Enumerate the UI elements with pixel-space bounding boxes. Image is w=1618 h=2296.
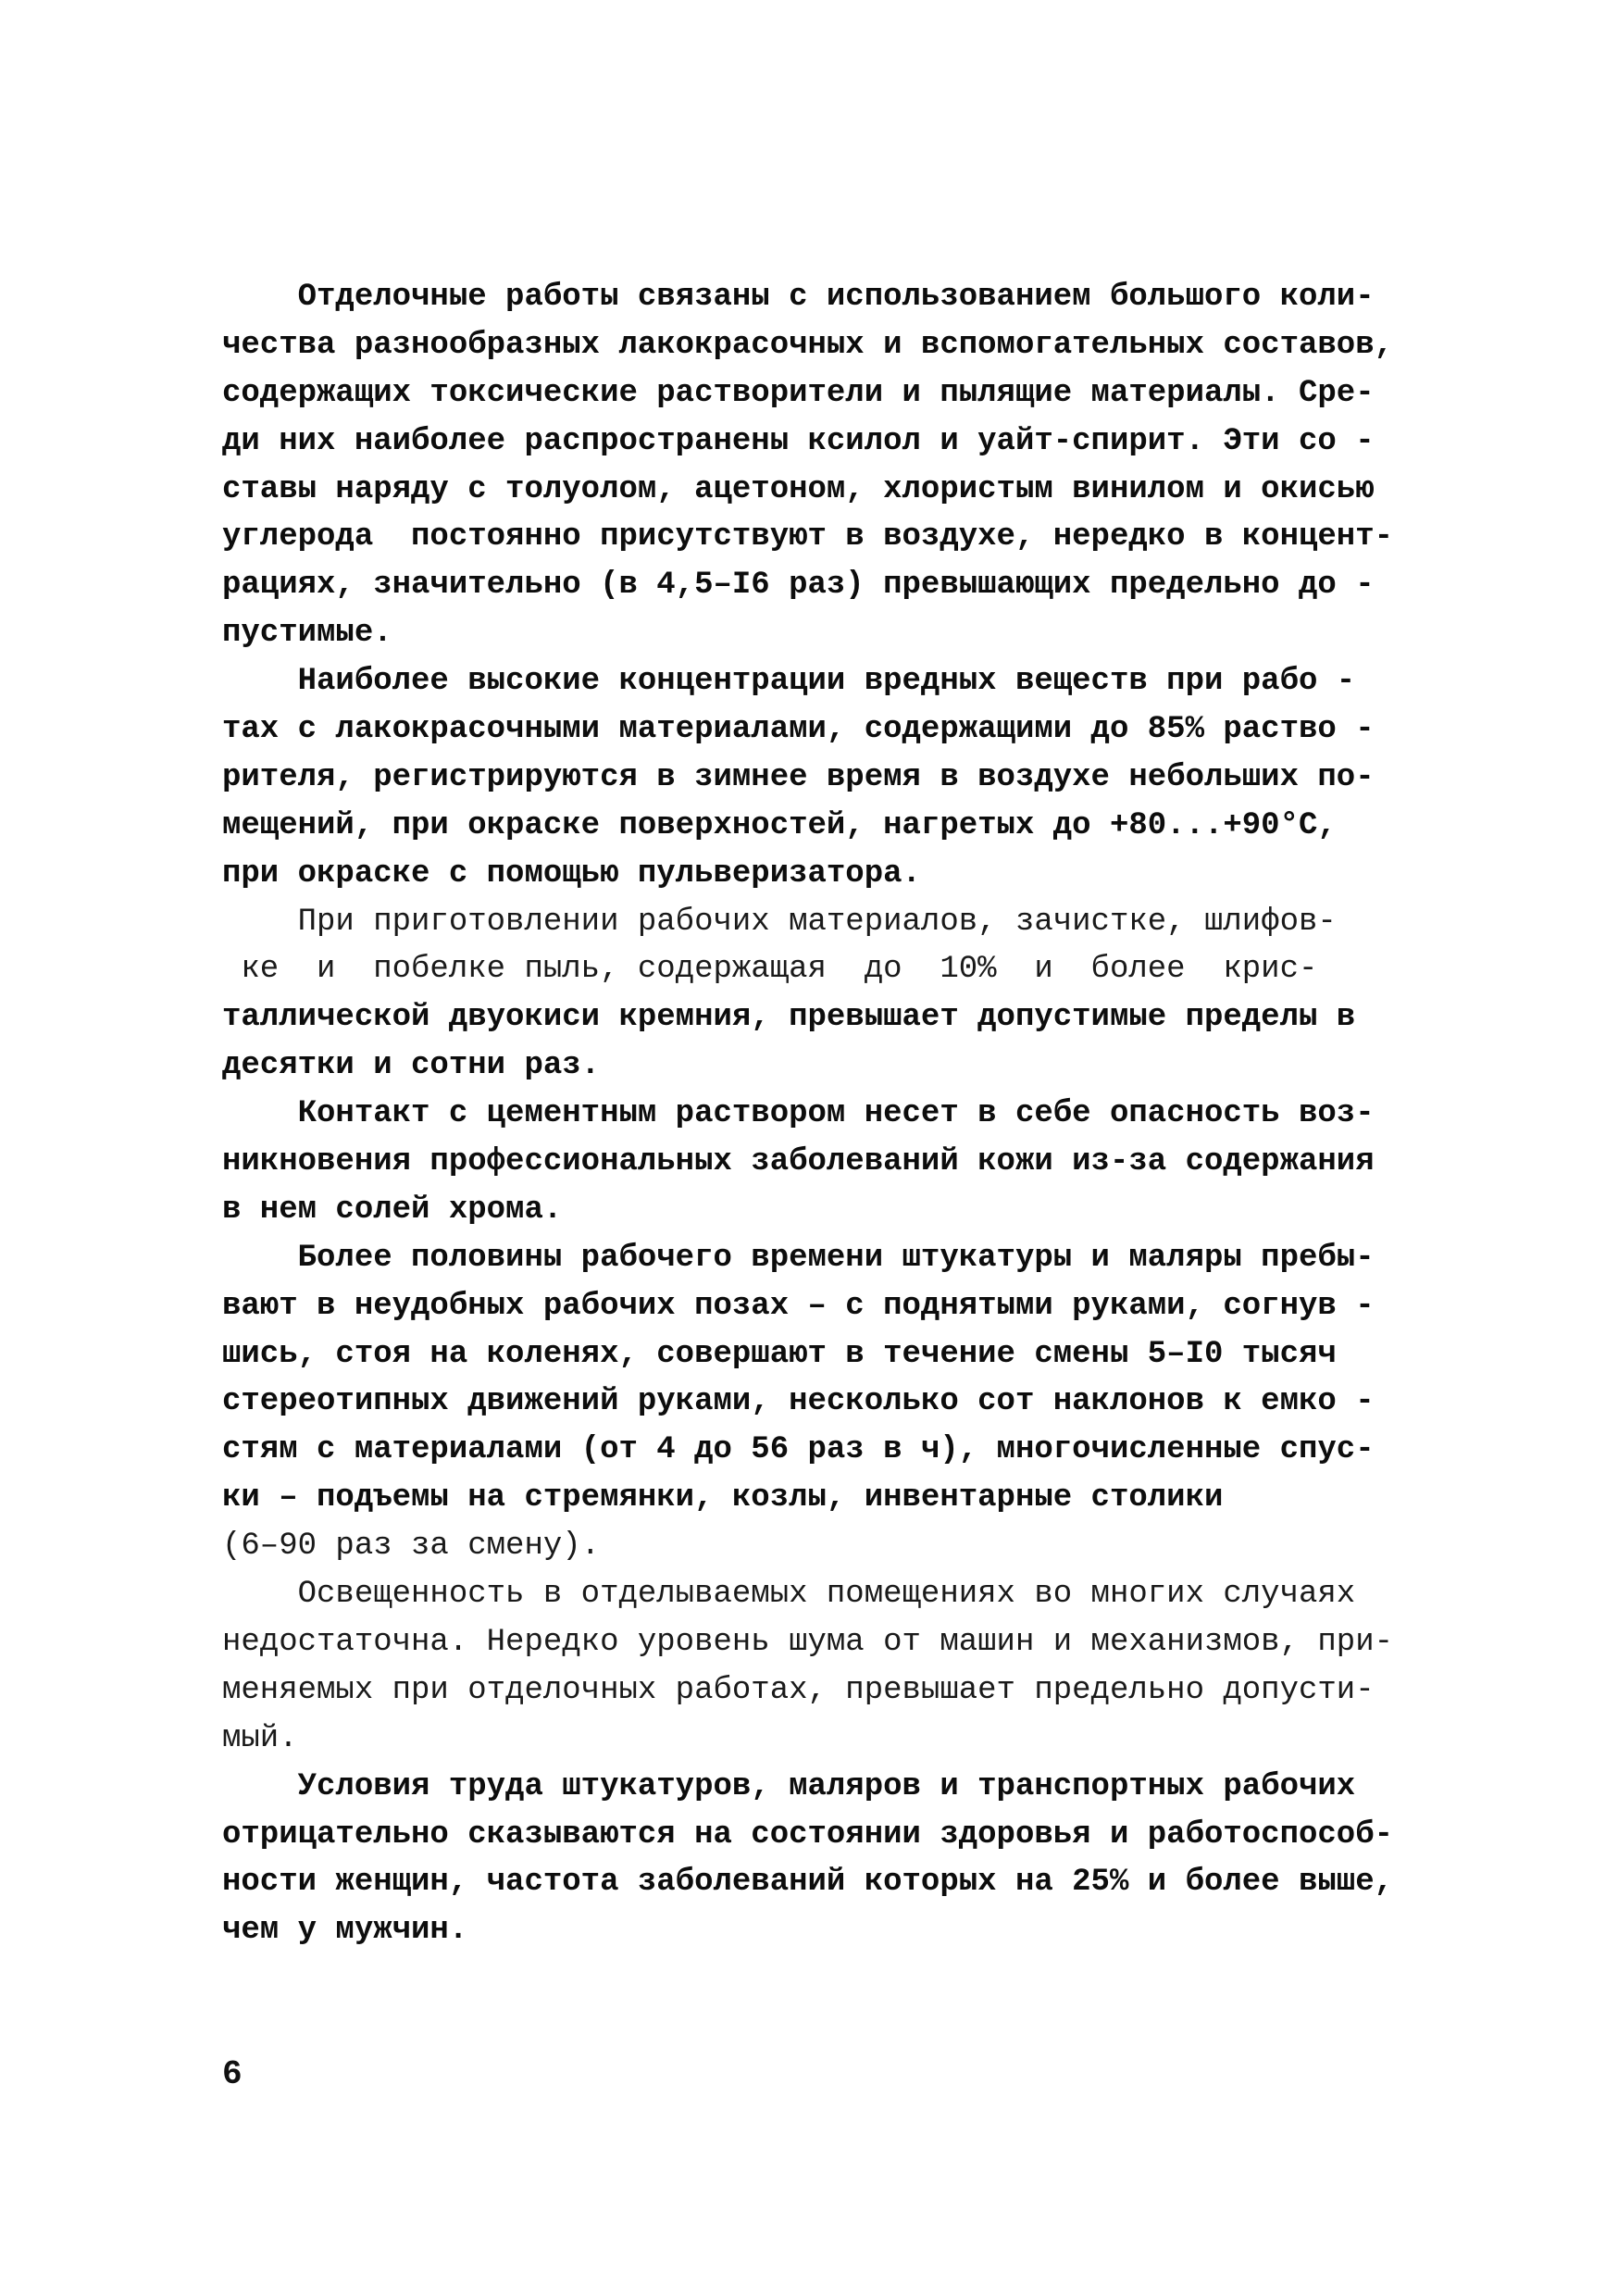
text-line: углерода постоянно присутствуют в воздухе, нередко в концент-: [222, 519, 1394, 555]
text-line: меняемых при отделочных работах, превышает предельно допусти-: [222, 1672, 1375, 1708]
text-line: тах с лакокрасочными материалами, содержащими до 85% раство -: [222, 712, 1375, 748]
text-line: Отделочные работы связаны с использованием большого коли-: [222, 280, 1375, 315]
text-line: пустимые.: [222, 616, 392, 652]
text-line: ке и побелке пыль, содержащая до 10% и более крис-: [222, 952, 1318, 988]
text-line: ки – подъемы на стремянки, козлы, инвентарные столики: [222, 1480, 1224, 1516]
text-line: вают в неудобных рабочих позах – с поднятыми руками, согнув -: [222, 1288, 1375, 1324]
text-line: Более половины рабочего времени штукатуры и маляры пребы-: [222, 1240, 1375, 1276]
text-line: десятки и сотни раз.: [222, 1048, 601, 1084]
text-line: Условия труда штукатуров, маляров и транспортных рабочих: [222, 1768, 1356, 1804]
text-line: никновения профессиональных заболеваний кожи из-за содержания: [222, 1144, 1375, 1180]
text-line: (6–90 раз за смену).: [222, 1529, 601, 1565]
text-line: При приготовлении рабочих материалов, зачистке, шлифов-: [222, 904, 1337, 940]
text-line: чества разнообразных лакокрасочных и вспомогательных составов,: [222, 327, 1394, 363]
text-line: недостаточна. Нередко уровень шума от машин и механизмов, при-: [222, 1624, 1394, 1660]
text-line: ди них наиболее распространены ксилол и уайт-спирит. Эти со -: [222, 423, 1375, 459]
text-line: Контакт с цементным раствором несет в себе опасность воз-: [222, 1096, 1375, 1132]
text-line: в нем солей хрома.: [222, 1192, 563, 1228]
text-line: рациях, значительно (в 4,5–I6 раз) превышающих предельно до -: [222, 568, 1375, 604]
text-line: Наиболее высокие концентрации вредных веществ при рабо -: [222, 664, 1356, 700]
text-line: чем у мужчин.: [222, 1913, 468, 1949]
text-line: мещений, при окраске поверхностей, нагретых до +80...+90°С,: [222, 807, 1337, 843]
text-line: стереотипных движений руками, несколько сот наклонов к емко -: [222, 1384, 1375, 1420]
text-line: содержащих токсические растворители и пылящие материалы. Сре-: [222, 375, 1375, 411]
body-text: [222, 274, 1409, 1955]
text-line: при окраске с помощью пульверизатора.: [222, 855, 921, 892]
text-line: Освещенность в отделываемых помещениях во многих случаях: [222, 1577, 1356, 1613]
text-line: отрицательно сказываются на состоянии здоровья и работоспособ-: [222, 1816, 1394, 1853]
text-line: ставы наряду с толуолом, ацетоном, хлористым винилом и окисью: [222, 471, 1375, 507]
text-line: стям с материалами (от 4 до 56 раз в ч), многочисленные спус-: [222, 1432, 1375, 1468]
text-line: ности женщин, частота заболеваний которых на 25% и более выше,: [222, 1865, 1394, 1901]
page-number: 6: [222, 2055, 243, 2093]
text-line: мый.: [222, 1720, 298, 1756]
text-line: рителя, регистрируются в зимнее время в воздухе небольших по-: [222, 759, 1375, 795]
text-line: таллической двуокиси кремния, превышает допустимые пределы в: [222, 1000, 1356, 1036]
text-line: шись, стоя на коленях, совершают в течение смены 5–I0 тысяч: [222, 1336, 1337, 1372]
